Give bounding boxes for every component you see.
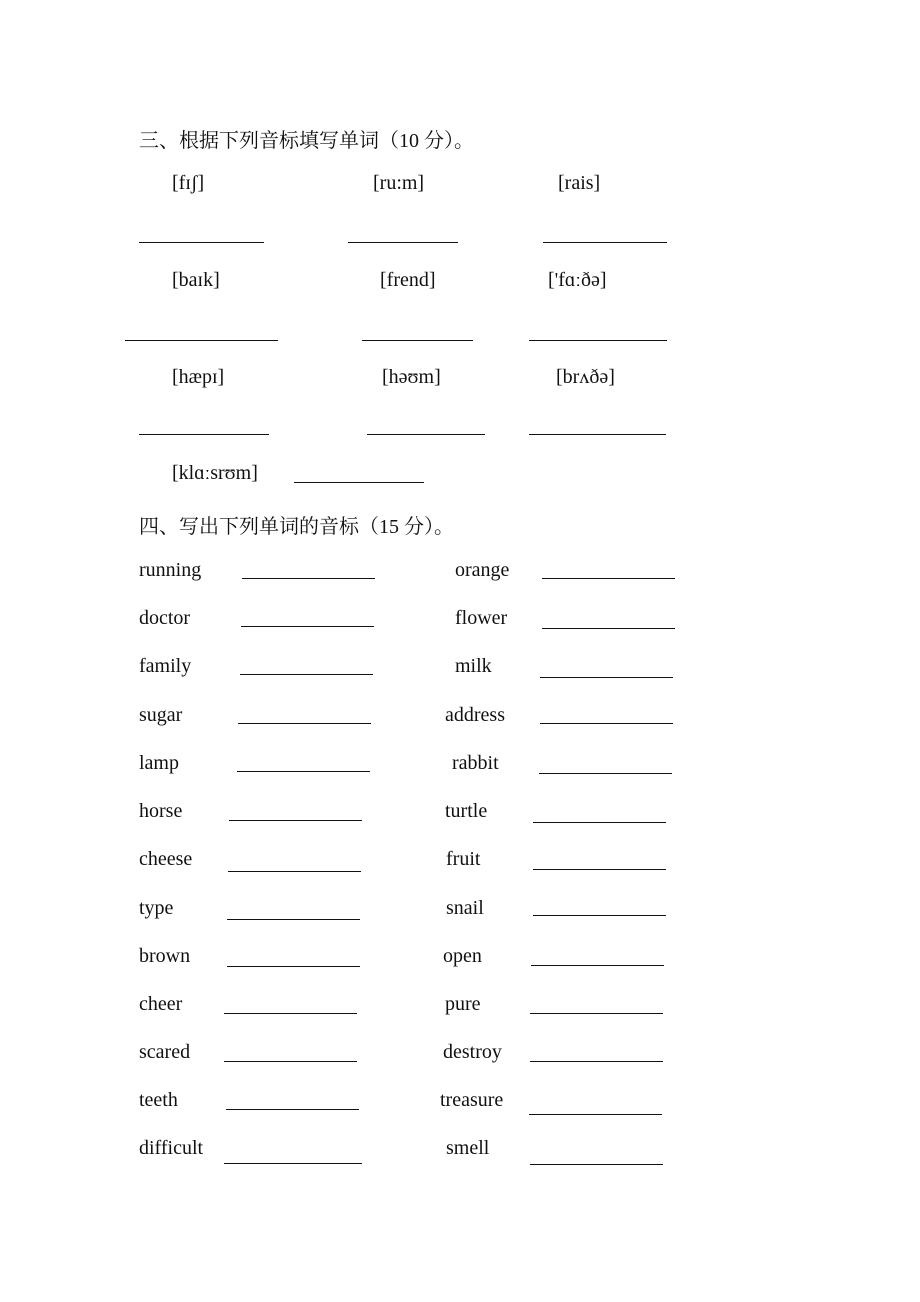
answer-blank[interactable]: [531, 965, 664, 966]
right-word: flower: [455, 607, 508, 629]
answer-blank[interactable]: [226, 1109, 359, 1110]
answer-blank[interactable]: [539, 773, 672, 774]
ipa-item: [ru:m]: [373, 172, 425, 194]
right-word: rabbit: [452, 752, 499, 774]
answer-blank[interactable]: [228, 871, 361, 872]
answer-blank[interactable]: [242, 578, 375, 579]
ipa-item: [brʌðə]: [556, 366, 615, 388]
section-4-heading: 四、写出下列单词的音标（15 分）。: [139, 516, 454, 538]
answer-blank[interactable]: [533, 869, 666, 870]
answer-blank[interactable]: [543, 242, 667, 243]
answer-blank[interactable]: [125, 340, 278, 341]
ipa-item: [rais]: [558, 172, 601, 194]
answer-blank[interactable]: [224, 1013, 357, 1014]
ipa-item: [həʊm]: [382, 366, 441, 388]
answer-blank[interactable]: [542, 578, 675, 579]
left-word: scared: [139, 1041, 191, 1063]
right-word: snail: [446, 897, 484, 919]
answer-blank[interactable]: [227, 966, 360, 967]
answer-blank[interactable]: [533, 822, 666, 823]
left-word: running: [139, 559, 202, 581]
left-word: family: [139, 655, 192, 677]
section-3-heading: 三、根据下列音标填写单词（10 分）。: [139, 130, 474, 152]
answer-blank[interactable]: [348, 242, 458, 243]
left-word: difficult: [139, 1137, 204, 1159]
right-word: address: [445, 704, 505, 726]
answer-blank[interactable]: [542, 628, 675, 629]
left-word: horse: [139, 800, 183, 822]
right-word: smell: [446, 1137, 490, 1159]
answer-blank[interactable]: [530, 1013, 663, 1014]
answer-blank[interactable]: [529, 1114, 662, 1115]
answer-blank[interactable]: [139, 242, 264, 243]
answer-blank[interactable]: [540, 677, 673, 678]
right-word: pure: [445, 993, 481, 1015]
answer-blank[interactable]: [529, 434, 666, 435]
answer-blank[interactable]: [139, 434, 269, 435]
ipa-item: [klɑːsrʊm]: [172, 462, 258, 484]
right-word: destroy: [443, 1041, 502, 1063]
left-word: cheer: [139, 993, 183, 1015]
answer-blank[interactable]: [362, 340, 473, 341]
answer-blank[interactable]: [237, 771, 370, 772]
answer-blank[interactable]: [530, 1164, 663, 1165]
answer-blank[interactable]: [540, 723, 673, 724]
answer-blank[interactable]: [238, 723, 371, 724]
answer-blank[interactable]: [240, 674, 373, 675]
answer-blank[interactable]: [533, 915, 666, 916]
answer-blank[interactable]: [224, 1061, 357, 1062]
right-word: treasure: [440, 1089, 504, 1111]
right-word: fruit: [446, 848, 481, 870]
left-word: type: [139, 897, 174, 919]
answer-blank[interactable]: [241, 626, 374, 627]
answer-blank[interactable]: [227, 919, 360, 920]
right-word: orange: [455, 559, 510, 581]
left-word: doctor: [139, 607, 191, 629]
answer-blank[interactable]: [530, 1061, 663, 1062]
ipa-item: [fɪʃ]: [172, 172, 205, 194]
answer-blank[interactable]: [367, 434, 485, 435]
answer-blank[interactable]: [294, 482, 424, 483]
right-word: open: [443, 945, 482, 967]
left-word: brown: [139, 945, 191, 967]
ipa-item: [hæpɪ]: [172, 366, 225, 388]
ipa-item: [baɪk]: [172, 269, 220, 291]
answer-blank[interactable]: [229, 820, 362, 821]
answer-blank[interactable]: [224, 1163, 362, 1164]
right-word: milk: [455, 655, 492, 677]
ipa-item: [frend]: [380, 269, 436, 291]
answer-blank[interactable]: [529, 340, 667, 341]
left-word: cheese: [139, 848, 193, 870]
left-word: lamp: [139, 752, 179, 774]
left-word: sugar: [139, 704, 183, 726]
left-word: teeth: [139, 1089, 178, 1111]
ipa-item: ['fɑːðə]: [548, 269, 607, 291]
right-word: turtle: [445, 800, 488, 822]
